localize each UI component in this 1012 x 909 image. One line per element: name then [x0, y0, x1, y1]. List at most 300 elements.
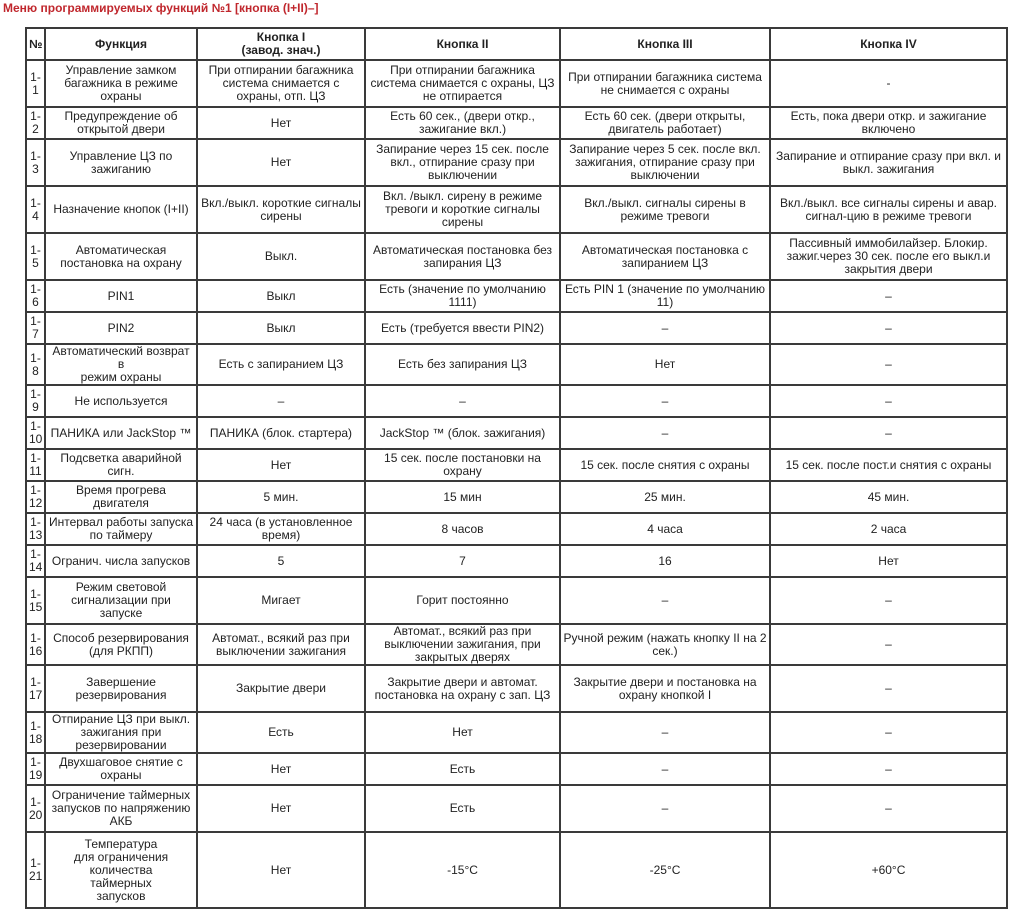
- cell-text-line: При отпирании багажника: [208, 63, 354, 77]
- row-number-cell: [26, 139, 45, 186]
- cell-text-line: 1-: [30, 674, 41, 689]
- button-2-cell: [365, 449, 560, 481]
- cell-text-line: режиме тревоги: [620, 208, 710, 223]
- cell-text-line: 2: [32, 122, 39, 136]
- cell-text-line: 1-: [30, 547, 41, 561]
- cell-text-line: Кнопка I: [256, 30, 306, 44]
- cell-text-line: PIN2: [107, 320, 135, 335]
- cell-text-line: Выкл: [266, 288, 296, 303]
- cell-text-line: №: [29, 36, 43, 51]
- cell-text-line: 1-: [30, 69, 41, 84]
- cell-text-line: Вкл./выкл. все сигналы сирены и авар.: [780, 195, 997, 210]
- cell-text-line: –: [277, 393, 285, 408]
- cell-text-line: не отпирается: [422, 89, 503, 103]
- cell-text-line: выключении: [427, 168, 498, 182]
- function-name-cell: [45, 545, 197, 577]
- button-2-cell: [365, 233, 560, 280]
- cell-text-line: зажиг.через 30 сек. после его выкл.и: [786, 249, 991, 263]
- button-2-cell: [365, 832, 560, 908]
- table-row: [26, 481, 1007, 513]
- header-button-3: [560, 28, 770, 60]
- button-3-cell: [560, 417, 770, 449]
- cell-text-line: 24 часа (в установленное: [209, 515, 353, 529]
- cell-text-line: сирены: [260, 208, 302, 223]
- cell-text-line: 7: [459, 553, 466, 568]
- button-3-cell: [560, 385, 770, 417]
- table-row: [26, 280, 1007, 312]
- button-3-cell: [560, 513, 770, 545]
- cell-text-line: PIN1: [107, 288, 135, 303]
- cell-text-line: Управление замком: [65, 63, 177, 77]
- button-2-cell: [365, 785, 560, 832]
- button-4-cell: [770, 233, 1007, 280]
- cell-text-line: запирания ЦЗ: [423, 255, 502, 270]
- cell-text-line: 1-: [30, 794, 41, 809]
- button-1-cell: [197, 481, 365, 513]
- button-1-cell: [197, 417, 365, 449]
- table-row: [26, 832, 1007, 908]
- function-name-cell: [45, 665, 197, 712]
- cell-text-line: двигателя: [93, 496, 149, 510]
- cell-text-line: –: [885, 288, 892, 303]
- cell-text-line: Автомат., всякий раз при: [212, 630, 350, 645]
- function-name-cell: [45, 385, 197, 417]
- button-2-cell: [365, 665, 560, 712]
- button-2-cell: [365, 312, 560, 344]
- cell-text-line: 6: [32, 295, 39, 309]
- cell-text-line: 3: [32, 161, 39, 176]
- cell-text-line: багажника в режиме: [64, 76, 178, 90]
- cell-text-line: 1-: [30, 314, 41, 328]
- cell-text-line: Нет: [270, 115, 292, 130]
- cell-text-line: Предупреждение об: [64, 109, 178, 123]
- cell-text-line: закрытия двери: [844, 262, 933, 276]
- button-3-cell: [560, 312, 770, 344]
- button-2-cell: [365, 513, 560, 545]
- button-4-cell: [770, 577, 1007, 624]
- button-1-cell: [197, 832, 365, 908]
- row-number-cell: [26, 481, 45, 513]
- cell-text-line: Завершение: [86, 674, 156, 689]
- cell-text-line: Есть без запирания ЦЗ: [398, 357, 527, 371]
- button-1-cell: [197, 186, 365, 233]
- cell-text-line: 1-: [30, 586, 41, 601]
- function-name-cell: [45, 280, 197, 312]
- button-4-cell: [770, 344, 1007, 385]
- cell-text-line: 15: [29, 599, 43, 614]
- table-row: [26, 577, 1007, 624]
- function-name-cell: [45, 186, 197, 233]
- button-3-cell: [560, 624, 770, 665]
- cell-text-line: сирены: [441, 215, 484, 229]
- function-name-cell: [45, 785, 197, 832]
- cell-text-line: 1-: [30, 242, 41, 257]
- table-row: [26, 665, 1007, 712]
- cell-text-line: Есть: [449, 761, 476, 776]
- cell-text-line: –: [885, 637, 892, 651]
- table-row: [26, 449, 1007, 481]
- cell-text-line: Мигает: [261, 593, 301, 607]
- cell-text-line: сек.): [652, 643, 678, 658]
- cell-text-line: ПАНИКА или JackStop ™: [50, 425, 192, 440]
- cell-text-line: Есть PIN 1 (значение по умолчанию: [564, 282, 766, 296]
- cell-text-line: резервировании: [75, 738, 167, 752]
- cell-text-line: вкл., отпирание сразу при: [390, 155, 535, 169]
- button-3-cell: [560, 545, 770, 577]
- cell-text-line: Пассивный иммобилайзер. Блокир.: [789, 236, 988, 250]
- cell-text-line: система снимается с: [222, 76, 340, 90]
- button-4-cell: [770, 186, 1007, 233]
- cell-text-line: Двухшаговое снятие с: [59, 755, 183, 769]
- function-name-cell: [45, 481, 197, 513]
- function-name-cell: [45, 624, 197, 665]
- button-2-cell: [365, 385, 560, 417]
- cell-text-line: –: [885, 393, 892, 408]
- page-title: Меню программируемых функций №1 [кнопка (I+II)–]: [3, 1, 319, 15]
- button-4-cell: [770, 753, 1007, 785]
- cell-text-line: Ограничение таймерных: [51, 788, 191, 802]
- button-3-cell: [560, 832, 770, 908]
- cell-text-line: Нет: [270, 801, 292, 815]
- cell-text-line: Ручной режим (нажать кнопку II на 2: [563, 630, 767, 645]
- cell-text-line: Вкл./выкл. сигналы сирены в: [584, 195, 746, 210]
- button-1-cell: [197, 665, 365, 712]
- button-1-cell: [197, 785, 365, 832]
- row-number-cell: [26, 280, 45, 312]
- row-number-cell: [26, 344, 45, 385]
- table-row: [26, 139, 1007, 186]
- cell-text-line: 1-: [30, 387, 41, 401]
- button-2-cell: [365, 417, 560, 449]
- cell-text-line: –: [885, 320, 892, 335]
- button-3-cell: [560, 665, 770, 712]
- cell-text-line: сигнализации при: [71, 593, 171, 607]
- cell-text-line: –: [661, 761, 669, 776]
- table-row: [26, 513, 1007, 545]
- cell-text-line: 5 мин.: [263, 489, 299, 504]
- button-2-cell: [365, 280, 560, 312]
- row-number-cell: [26, 449, 45, 481]
- cell-text-line: 4 часа: [647, 521, 683, 536]
- button-3-cell: [560, 344, 770, 385]
- cell-text-line: для ограничения: [73, 849, 169, 864]
- cell-text-line: тревоги и короткие сигналы: [385, 202, 540, 216]
- cell-text-line: –: [885, 425, 892, 440]
- button-2-cell: [365, 753, 560, 785]
- cell-text-line: –: [885, 593, 892, 607]
- function-name-cell: [45, 312, 197, 344]
- row-number-cell: [26, 385, 45, 417]
- function-name-cell: [45, 577, 197, 624]
- cell-text-line: 15 сек. после постановки на: [384, 451, 541, 465]
- cell-text-line: Запирание через 5 сек. после вкл.: [569, 142, 761, 156]
- cell-text-line: +60°C: [871, 862, 906, 877]
- cell-text-line: 21: [29, 869, 43, 883]
- button-3-cell: [560, 233, 770, 280]
- cell-text-line: количества: [89, 862, 153, 877]
- row-number-cell: [26, 624, 45, 665]
- table-row: [26, 785, 1007, 832]
- cell-text-line: 18: [29, 731, 43, 746]
- button-2-cell: [365, 60, 560, 107]
- row-number-cell: [26, 60, 45, 107]
- cell-text-line: включено: [861, 122, 916, 136]
- header-button-2: [365, 28, 560, 60]
- cell-text-line: 15 мин: [443, 489, 482, 504]
- cell-text-line: Время прогрева: [76, 483, 166, 497]
- table-header-row: [26, 28, 1007, 60]
- row-number-cell: [26, 107, 45, 139]
- cell-text-line: Закрытие двери и автомат.: [387, 674, 538, 689]
- button-2-cell: [365, 344, 560, 385]
- cell-text-line: Вкл. /выкл. сирену в режиме: [382, 189, 543, 203]
- cell-text-line: 1-: [30, 282, 41, 296]
- button-2-cell: [365, 481, 560, 513]
- row-number-cell: [26, 753, 45, 785]
- function-name-cell: [45, 107, 197, 139]
- table-row: [26, 712, 1007, 753]
- cell-text-line: Управление ЦЗ по: [69, 148, 173, 163]
- cell-text-line: Есть (значение по умолчанию: [379, 282, 546, 296]
- cell-text-line: зажигания при: [80, 725, 162, 739]
- cell-text-line: -25°C: [649, 862, 681, 877]
- button-1-cell: [197, 449, 365, 481]
- button-3-cell: [560, 712, 770, 753]
- cell-text-line: охраны, отп. ЦЗ: [236, 89, 326, 103]
- button-1-cell: [197, 344, 365, 385]
- cell-text-line: –: [661, 393, 669, 408]
- button-4-cell: [770, 624, 1007, 665]
- cell-text-line: охрану кнопкой I: [618, 687, 712, 702]
- row-number-cell: [26, 513, 45, 545]
- function-name-cell: [45, 753, 197, 785]
- cell-text-line: –: [661, 593, 669, 607]
- button-2-cell: [365, 577, 560, 624]
- cell-text-line: по таймеру: [89, 528, 153, 542]
- button-2-cell: [365, 712, 560, 753]
- cell-text-line: 10: [29, 432, 43, 446]
- button-1-cell: [197, 312, 365, 344]
- function-name-cell: [45, 832, 197, 908]
- cell-text-line: выключении зажигания, при: [384, 637, 541, 651]
- cell-text-line: Нет: [270, 862, 292, 877]
- cell-text-line: Запирание и отпирание сразу при вкл. и: [776, 148, 1001, 163]
- function-name-cell: [45, 233, 197, 280]
- button-3-cell: [560, 577, 770, 624]
- cell-text-line: Автоматический возврат в: [52, 344, 190, 371]
- cell-text-line: Есть: [268, 725, 294, 739]
- cell-text-line: JackStop ™ (блок. зажигания): [379, 425, 546, 440]
- cell-text-line: постановка на охрану с зап. ЦЗ: [374, 687, 551, 702]
- cell-text-line: 9: [32, 400, 39, 414]
- cell-text-line: Есть 60 сек., (двери откр.,: [390, 109, 535, 123]
- cell-text-line: 16: [658, 553, 672, 568]
- cell-text-line: режим охраны: [80, 370, 162, 384]
- row-number-cell: [26, 712, 45, 753]
- button-4-cell: [770, 481, 1007, 513]
- cell-text-line: При отпирании багажника система: [568, 69, 762, 84]
- button-3-cell: [560, 280, 770, 312]
- cell-text-line: 1-: [30, 718, 41, 733]
- cell-text-line: 14: [29, 560, 43, 574]
- cell-text-line: АКБ: [109, 814, 133, 828]
- cell-text-line: Горит постоянно: [416, 593, 509, 607]
- row-number-cell: [26, 785, 45, 832]
- button-3-cell: [560, 753, 770, 785]
- cell-text-line: 1111): [448, 295, 477, 309]
- cell-text-line: Кнопка II: [436, 36, 489, 51]
- cell-text-line: 19: [29, 768, 43, 782]
- button-4-cell: [770, 139, 1007, 186]
- cell-text-line: запуске: [99, 606, 143, 620]
- table-row: [26, 344, 1007, 385]
- header-function: [45, 28, 197, 60]
- function-name-cell: [45, 60, 197, 107]
- cell-text-line: –: [885, 761, 892, 776]
- cell-text-line: Нет: [270, 155, 292, 169]
- cell-text-line: 1-: [30, 755, 41, 769]
- cell-text-line: Автоматическая постановка с: [581, 242, 749, 257]
- cell-text-line: 12: [29, 496, 43, 510]
- cell-text-line: Автоматическая постановка без: [372, 242, 552, 257]
- function-name-cell: [45, 417, 197, 449]
- button-1-cell: [197, 513, 365, 545]
- cell-text-line: 20: [29, 807, 43, 822]
- cell-text-line: Выкл: [266, 320, 296, 335]
- function-name-cell: [45, 513, 197, 545]
- cell-text-line: Кнопка IV: [860, 36, 917, 51]
- button-1-cell: [197, 107, 365, 139]
- cell-text-line: (для РКПП): [88, 643, 154, 658]
- button-3-cell: [560, 60, 770, 107]
- table-row: [26, 312, 1007, 344]
- table-row: [26, 60, 1007, 107]
- cell-text-line: –: [459, 393, 466, 408]
- cell-text-line: ПАНИКА (блок. стартера): [209, 425, 353, 440]
- button-3-cell: [560, 107, 770, 139]
- cell-text-line: выключении зажигания: [216, 643, 346, 658]
- function-name-cell: [45, 344, 197, 385]
- cell-text-line: охраны: [100, 89, 142, 103]
- button-2-cell: [365, 545, 560, 577]
- row-number-cell: [26, 577, 45, 624]
- button-3-cell: [560, 186, 770, 233]
- cell-text-line: 4: [32, 208, 39, 223]
- cell-text-line: 7: [32, 327, 39, 341]
- cell-text-line: –: [661, 801, 669, 815]
- button-1-cell: [197, 385, 365, 417]
- cell-text-line: Закрытие двери: [236, 681, 326, 695]
- cell-text-line: 5: [277, 553, 285, 568]
- cell-text-line: 15 сек. после пост.и снятия с охраны: [785, 457, 992, 472]
- cell-text-line: –: [661, 425, 669, 440]
- button-1-cell: [197, 577, 365, 624]
- button-1-cell: [197, 60, 365, 107]
- cell-text-line: охрану: [443, 464, 482, 478]
- cell-text-line: 13: [29, 528, 43, 542]
- cell-text-line: зажиганию: [90, 161, 152, 176]
- button-4-cell: [770, 785, 1007, 832]
- button-1-cell: [197, 753, 365, 785]
- button-3-cell: [560, 449, 770, 481]
- table-row: [26, 753, 1007, 785]
- table-row: [26, 624, 1007, 665]
- cell-text-line: не снимается с охраны: [600, 82, 730, 97]
- cell-text-line: Способ резервирования: [53, 630, 189, 645]
- cell-text-line: 1-: [30, 483, 41, 497]
- cell-text-line: При отпирании багажника: [390, 63, 535, 77]
- cell-text-line: открытой двери: [77, 122, 165, 136]
- row-number-cell: [26, 312, 45, 344]
- cell-text-line: Назначение кнопок (I+II): [53, 202, 189, 216]
- cell-text-line: 1-: [30, 148, 41, 163]
- cell-text-line: выключении: [630, 168, 700, 182]
- cell-text-line: 1-: [30, 350, 41, 365]
- cell-text-line: Нет: [878, 553, 899, 568]
- cell-text-line: Отпирание ЦЗ при выкл.: [51, 712, 191, 726]
- cell-text-line: -: [886, 76, 891, 90]
- function-name-cell: [45, 139, 197, 186]
- cell-text-line: –: [885, 681, 892, 695]
- cell-text-line: двигатель работает): [608, 122, 722, 136]
- cell-text-line: Есть (требуется ввести PIN2): [380, 320, 545, 335]
- cell-text-line: 8 часов: [441, 521, 484, 536]
- cell-text-line: Вкл./выкл. короткие сигналы: [201, 195, 361, 210]
- button-2-cell: [365, 624, 560, 665]
- cell-text-line: Есть 60 сек. (двери открыты,: [584, 109, 746, 123]
- button-4-cell: [770, 513, 1007, 545]
- cell-text-line: Функция: [95, 36, 147, 51]
- cell-text-line: 5: [32, 255, 39, 270]
- cell-text-line: Автомат., всякий раз при: [393, 624, 532, 638]
- cell-text-line: Нет: [452, 725, 473, 739]
- cell-text-line: Температура: [84, 836, 158, 851]
- button-3-cell: [560, 785, 770, 832]
- button-4-cell: [770, 712, 1007, 753]
- cell-text-line: резервирования: [75, 687, 167, 702]
- cell-text-line: 1-: [30, 856, 41, 870]
- button-1-cell: [197, 280, 365, 312]
- table-body: [26, 60, 1007, 908]
- cell-text-line: Выкл.: [264, 249, 298, 263]
- cell-text-line: Есть, пока двери откр. и зажигание: [790, 109, 987, 123]
- table-row: [26, 417, 1007, 449]
- cell-text-line: время): [261, 528, 301, 542]
- button-2-cell: [365, 186, 560, 233]
- button-4-cell: [770, 280, 1007, 312]
- cell-text-line: 1: [32, 82, 39, 97]
- button-4-cell: [770, 832, 1007, 908]
- cell-text-line: –: [885, 801, 892, 815]
- functions-table: [25, 27, 1008, 909]
- cell-text-line: закрытых дверях: [414, 650, 511, 664]
- button-4-cell: [770, 545, 1007, 577]
- button-1-cell: [197, 545, 365, 577]
- button-4-cell: [770, 417, 1007, 449]
- cell-text-line: запусков: [96, 888, 146, 903]
- cell-text-line: система снимается с охраны, ЦЗ: [370, 76, 555, 90]
- cell-text-line: 1-: [30, 515, 41, 529]
- button-1-cell: [197, 624, 365, 665]
- button-4-cell: [770, 312, 1007, 344]
- function-name-cell: [45, 449, 197, 481]
- cell-text-line: зажигания, отпирание сразу при: [575, 155, 755, 169]
- cell-text-line: 1-: [30, 630, 41, 645]
- row-number-cell: [26, 417, 45, 449]
- cell-text-line: Режим световой: [75, 580, 167, 594]
- cell-text-line: запиранием ЦЗ: [621, 255, 709, 270]
- cell-text-line: Нет: [270, 761, 292, 776]
